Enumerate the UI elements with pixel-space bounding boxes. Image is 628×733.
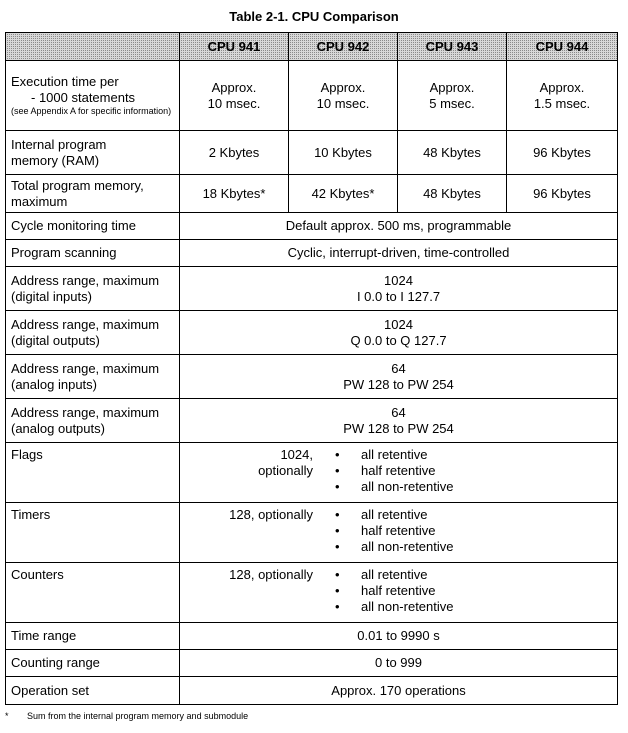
list-item: • half retentive (335, 463, 454, 479)
list-item: • all retentive (335, 567, 454, 583)
row-label-addr-di: Address range, maximum (digital inputs) (6, 267, 180, 311)
row-label-cycle: Cycle monitoring time (6, 213, 180, 240)
cell-total-memory-941: 18 Kbytes* (180, 175, 289, 213)
table-row (6, 131, 618, 175)
cpu-comparison-table (5, 32, 618, 705)
cell-execution-944: Approx. 1.5 msec. (507, 61, 618, 131)
table-row (6, 623, 618, 650)
row-label-flags: Flags (6, 443, 180, 503)
footnote-text: Sum from the internal program memory and submodule (27, 711, 249, 721)
cell-total-memory-943: 48 Kbytes (398, 175, 507, 213)
row-label-operation-set: Operation set (6, 677, 180, 705)
timers-count: 128, optionally (229, 507, 313, 522)
header-corner (6, 33, 180, 61)
cell-internal-memory-944: 96 Kbytes (507, 131, 618, 175)
list-item: • all retentive (335, 507, 454, 523)
header-cpu-943: CPU 943 (398, 33, 507, 61)
header-cpu-942: CPU 942 (289, 33, 398, 61)
list-item: • all non-retentive (335, 599, 454, 615)
row-label-counters: Counters (6, 563, 180, 623)
table-row (6, 175, 618, 213)
cell-execution-942: Approx. 10 msec. (289, 61, 398, 131)
row-label-time-range: Time range (6, 623, 180, 650)
flags-count: 1024, optionally (258, 447, 313, 478)
flags-options (335, 447, 454, 495)
cell-flags (180, 443, 618, 503)
list-item: • half retentive (335, 523, 454, 539)
table-row (6, 677, 618, 705)
cell-internal-memory-943: 48 Kbytes (398, 131, 507, 175)
cell-addr-di: 1024 I 0.0 to I 127.7 (180, 267, 618, 311)
cell-addr-ao: 64 PW 128 to PW 254 (180, 399, 618, 443)
table-title: Table 2-1. CPU Comparison (229, 9, 399, 24)
row-label-addr-do: Address range, maximum (digital outputs) (6, 311, 180, 355)
table-row (6, 267, 618, 311)
cell-total-memory-942: 42 Kbytes* (289, 175, 398, 213)
row-label-addr-ao: Address range, maximum (analog outputs) (6, 399, 180, 443)
cell-total-memory-944: 96 Kbytes (507, 175, 618, 213)
header-cpu-944: CPU 944 (507, 33, 618, 61)
counters-options (335, 567, 454, 615)
cell-internal-memory-941: 2 Kbytes (180, 131, 289, 175)
footnote (5, 711, 248, 721)
table-row (6, 240, 618, 267)
table-row (6, 213, 618, 240)
cell-addr-do: 1024 Q 0.0 to Q 127.7 (180, 311, 618, 355)
row-label-internal-memory: Internal program memory (RAM) (6, 131, 180, 175)
list-item: • all retentive (335, 447, 454, 463)
timers-options (335, 507, 454, 555)
table-row (6, 443, 618, 503)
footnote-mark: * (5, 711, 9, 721)
list-item: • all non-retentive (335, 539, 454, 555)
cell-counting-range: 0 to 999 (180, 650, 618, 677)
cell-scanning: Cyclic, interrupt-driven, time-controlled (180, 240, 618, 267)
row-label-addr-ai: Address range, maximum (analog inputs) (6, 355, 180, 399)
list-item: • half retentive (335, 583, 454, 599)
counters-count: 128, optionally (229, 567, 313, 582)
cell-cycle: Default approx. 500 ms, programmable (180, 213, 618, 240)
table-row (6, 503, 618, 563)
row-label-total-memory: Total program memory, maximum (6, 175, 180, 213)
header-cpu-941: CPU 941 (180, 33, 289, 61)
table-row (6, 563, 618, 623)
cell-execution-941: Approx. 10 msec. (180, 61, 289, 131)
list-item: • all non-retentive (335, 479, 454, 495)
table-row (6, 61, 618, 131)
table-row (6, 311, 618, 355)
cell-operation-set: Approx. 170 operations (180, 677, 618, 705)
cell-time-range: 0.01 to 9990 s (180, 623, 618, 650)
table-row (6, 399, 618, 443)
row-label-counting-range: Counting range (6, 650, 180, 677)
row-label-execution: Execution time per - 1000 statements (see Appendix A for specific information) (6, 61, 180, 131)
cell-internal-memory-942: 10 Kbytes (289, 131, 398, 175)
cell-counters (180, 563, 618, 623)
header-row (6, 33, 618, 61)
row-label-timers: Timers (6, 503, 180, 563)
table-row (6, 650, 618, 677)
row-label-scanning: Program scanning (6, 240, 180, 267)
table-row (6, 355, 618, 399)
cell-addr-ai: 64 PW 128 to PW 254 (180, 355, 618, 399)
cell-execution-943: Approx. 5 msec. (398, 61, 507, 131)
cell-timers (180, 503, 618, 563)
